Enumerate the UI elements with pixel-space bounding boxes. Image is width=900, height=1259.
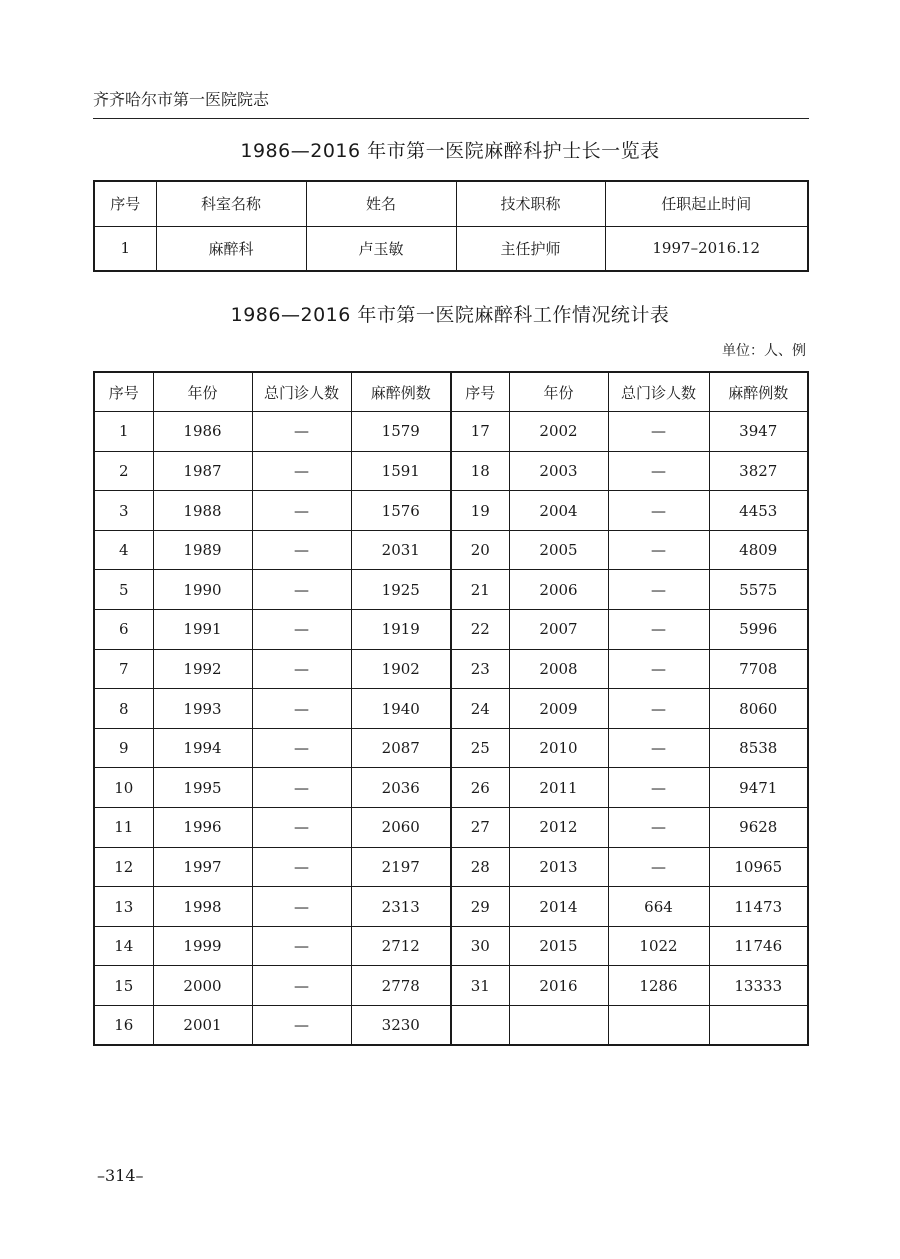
table-cell: 16 [94, 1006, 153, 1046]
table-cell: 2011 [509, 768, 608, 808]
header-cell: 总门诊人数 [608, 372, 709, 412]
table-cell: 1 [94, 412, 153, 452]
table-cell: — [252, 966, 351, 1006]
table-cell: 12 [94, 847, 153, 887]
table-cell: 1022 [608, 926, 709, 966]
table-cell: 1992 [153, 649, 252, 689]
table-cell: — [608, 689, 709, 729]
table-cell: 2060 [351, 808, 451, 848]
work-stats-table [93, 371, 809, 1046]
table-cell: 10965 [709, 847, 808, 887]
table-cell: 22 [451, 610, 509, 650]
table-cell: 1940 [351, 689, 451, 729]
table-cell: 8060 [709, 689, 808, 729]
table-cell: 1994 [153, 728, 252, 768]
table-cell: 11746 [709, 926, 808, 966]
table-row [94, 926, 808, 966]
table-cell: — [608, 768, 709, 808]
table-cell: 1986 [153, 412, 252, 452]
table-cell: 15 [94, 966, 153, 1006]
table-cell: 2004 [509, 491, 608, 531]
table-cell: 2087 [351, 728, 451, 768]
table-cell: — [252, 649, 351, 689]
table-row [94, 728, 808, 768]
table-cell: 8538 [709, 728, 808, 768]
header-cell: 麻醉例数 [709, 372, 808, 412]
table-cell: 2014 [509, 887, 608, 927]
table-cell: 2000 [153, 966, 252, 1006]
table-header-row [94, 181, 808, 226]
table-cell: — [252, 689, 351, 729]
table-cell: 1995 [153, 768, 252, 808]
table-cell: 主任护师 [456, 226, 605, 271]
table-cell: 3947 [709, 412, 808, 452]
table-cell: 1902 [351, 649, 451, 689]
table-cell: 13 [94, 887, 153, 927]
table-cell: 19 [451, 491, 509, 531]
table-cell: — [252, 570, 351, 610]
table-cell: 2012 [509, 808, 608, 848]
table-cell: 27 [451, 808, 509, 848]
table-cell: 20 [451, 530, 509, 570]
table-row [94, 689, 808, 729]
table-cell: — [252, 887, 351, 927]
table-row [94, 412, 808, 452]
table-cell: — [252, 768, 351, 808]
header-cell: 麻醉例数 [351, 372, 451, 412]
table-cell: 21 [451, 570, 509, 610]
table-row [94, 966, 808, 1006]
header-cell: 总门诊人数 [252, 372, 351, 412]
table-row [94, 847, 808, 887]
table-cell: 1991 [153, 610, 252, 650]
table-cell: 1997 [153, 847, 252, 887]
table-cell: — [608, 728, 709, 768]
table-cell: — [252, 847, 351, 887]
table-cell: — [608, 610, 709, 650]
table-cell: 8 [94, 689, 153, 729]
table-cell: 11473 [709, 887, 808, 927]
table-row [94, 530, 808, 570]
table-cell: 2778 [351, 966, 451, 1006]
table-cell: 4809 [709, 530, 808, 570]
table-cell: — [252, 530, 351, 570]
table-cell: — [608, 570, 709, 610]
table-cell: 7708 [709, 649, 808, 689]
table-cell: 1987 [153, 451, 252, 491]
table-cell: 2197 [351, 847, 451, 887]
table-cell: 5575 [709, 570, 808, 610]
table-cell: 2003 [509, 451, 608, 491]
header-cell: 年份 [509, 372, 608, 412]
table-cell: — [608, 491, 709, 531]
table-cell: 2008 [509, 649, 608, 689]
table-cell: 2016 [509, 966, 608, 1006]
table-cell: 6 [94, 610, 153, 650]
table-cell: 1576 [351, 491, 451, 531]
table-cell: 2036 [351, 768, 451, 808]
table-cell: — [252, 728, 351, 768]
table-cell: 23 [451, 649, 509, 689]
table-cell: 9 [94, 728, 153, 768]
table-cell: 13333 [709, 966, 808, 1006]
table-cell: 3230 [351, 1006, 451, 1046]
running-head: 齐齐哈尔市第一医院院志 [93, 86, 809, 119]
nurse-head-table-title: 1986—2016 年市第一医院麻醉科护士长一览表 [240, 140, 660, 162]
table-cell: 2712 [351, 926, 451, 966]
table-cell: 9628 [709, 808, 808, 848]
header-cell: 序号 [451, 372, 509, 412]
table-cell: 2005 [509, 530, 608, 570]
table-cell: — [608, 808, 709, 848]
table-cell: 24 [451, 689, 509, 729]
table-cell: — [608, 649, 709, 689]
page-number: –314– [97, 1166, 144, 1185]
table-cell: 2015 [509, 926, 608, 966]
table-header-row [94, 372, 808, 412]
table-cell: 664 [608, 887, 709, 927]
table-row [94, 1006, 808, 1046]
table-cell: 2006 [509, 570, 608, 610]
table-cell: 1 [94, 226, 156, 271]
work-stats-table-title: 1986—2016 年市第一医院麻醉科工作情况统计表 [230, 304, 670, 326]
table-cell: 18 [451, 451, 509, 491]
table-cell: 29 [451, 887, 509, 927]
table-cell [509, 1006, 608, 1046]
header-cell: 序号 [94, 372, 153, 412]
table-cell: — [608, 847, 709, 887]
table-cell: — [252, 610, 351, 650]
nurse-head-table [93, 180, 809, 272]
table-row [94, 768, 808, 808]
table-cell: 5996 [709, 610, 808, 650]
table-cell: 2010 [509, 728, 608, 768]
table-cell: 5 [94, 570, 153, 610]
table-row [94, 491, 808, 531]
table-cell: 2031 [351, 530, 451, 570]
table-cell: 1591 [351, 451, 451, 491]
unit-label: 单位：人、例 [722, 343, 806, 359]
table-row [94, 451, 808, 491]
table-cell: 28 [451, 847, 509, 887]
table-cell: 7 [94, 649, 153, 689]
table-cell: 1997–2016.12 [605, 226, 808, 271]
table-cell: — [252, 451, 351, 491]
table-cell: 31 [451, 966, 509, 1006]
table-cell: 2009 [509, 689, 608, 729]
table-cell: — [608, 530, 709, 570]
table-cell [608, 1006, 709, 1046]
table-row [94, 649, 808, 689]
table-cell: 1989 [153, 530, 252, 570]
table-cell: 1286 [608, 966, 709, 1006]
table-cell: 25 [451, 728, 509, 768]
table-cell: 1999 [153, 926, 252, 966]
table-cell: 1990 [153, 570, 252, 610]
table-cell: — [252, 926, 351, 966]
table-cell: 1998 [153, 887, 252, 927]
table-cell [709, 1006, 808, 1046]
table-cell [451, 1006, 509, 1046]
table-cell: 17 [451, 412, 509, 452]
table-row [94, 808, 808, 848]
table-cell: 1925 [351, 570, 451, 610]
table-cell: 2 [94, 451, 153, 491]
table-cell: 1919 [351, 610, 451, 650]
table-cell: 30 [451, 926, 509, 966]
table-cell: 卢玉敏 [306, 226, 456, 271]
table-cell: 1996 [153, 808, 252, 848]
table-cell: 2013 [509, 847, 608, 887]
table-row [94, 570, 808, 610]
table-cell: 1988 [153, 491, 252, 531]
table-cell: 14 [94, 926, 153, 966]
table-row [94, 887, 808, 927]
header-cell: 姓名 [306, 181, 456, 226]
table-row [94, 226, 808, 271]
table-cell: — [252, 491, 351, 531]
table-cell: 2007 [509, 610, 608, 650]
table-cell: — [252, 808, 351, 848]
header-cell: 序号 [94, 181, 156, 226]
header-cell: 年份 [153, 372, 252, 412]
table-cell: — [252, 412, 351, 452]
header-cell: 技术职称 [456, 181, 605, 226]
table-cell: 1993 [153, 689, 252, 729]
table-cell: 2002 [509, 412, 608, 452]
table-cell: — [252, 1006, 351, 1046]
table-cell: 3827 [709, 451, 808, 491]
table-cell: 麻醉科 [156, 226, 306, 271]
table-cell: 11 [94, 808, 153, 848]
table-cell: 9471 [709, 768, 808, 808]
table-cell: 1579 [351, 412, 451, 452]
table-cell: 4 [94, 530, 153, 570]
table-cell: 2001 [153, 1006, 252, 1046]
table-cell: 26 [451, 768, 509, 808]
table-row [94, 610, 808, 650]
table-cell: 3 [94, 491, 153, 531]
table-cell: — [608, 412, 709, 452]
table-cell: 4453 [709, 491, 808, 531]
header-cell: 任职起止时间 [605, 181, 808, 226]
table-cell: 10 [94, 768, 153, 808]
table-cell: 2313 [351, 887, 451, 927]
header-cell: 科室名称 [156, 181, 306, 226]
table-cell: — [608, 451, 709, 491]
